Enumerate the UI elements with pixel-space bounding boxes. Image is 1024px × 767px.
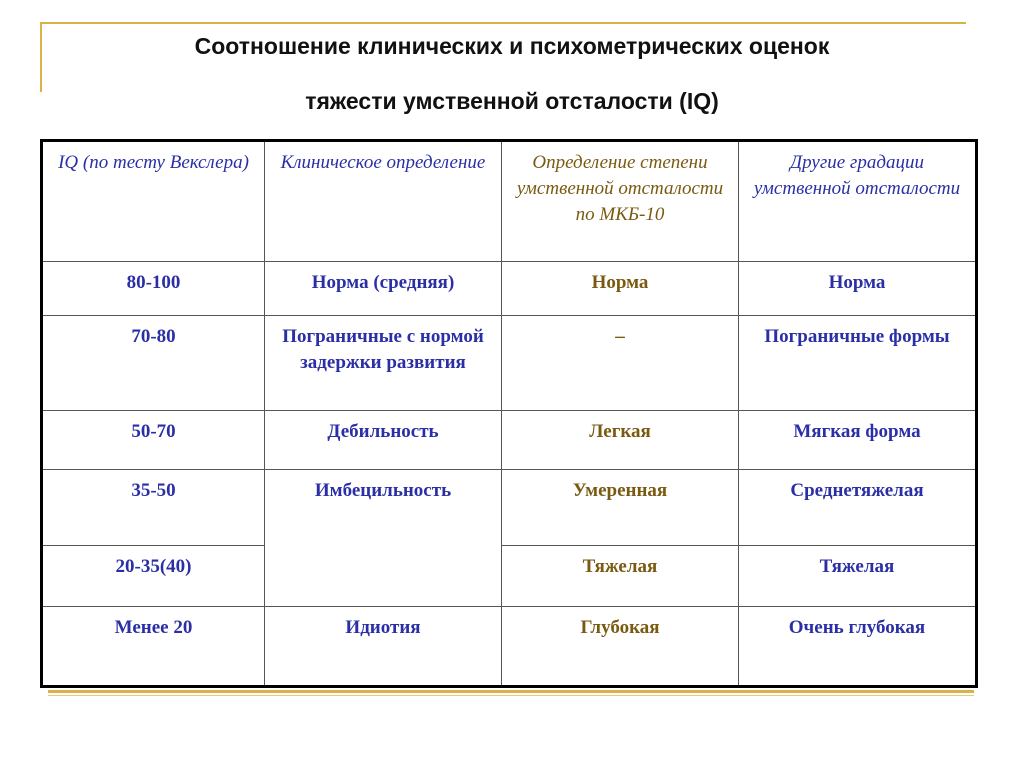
- table-row: [42, 470, 977, 546]
- table-row: [42, 607, 977, 687]
- header-clinical: Клиническое определение: [265, 141, 502, 262]
- cell-iq: 50-70: [42, 411, 265, 470]
- slide-title-line-2: тяжести умственной отсталости (IQ): [305, 88, 719, 114]
- table-row: [42, 546, 977, 607]
- table-row: [42, 316, 977, 411]
- cell-clinical: Норма (средняя): [265, 262, 502, 316]
- table-row: [42, 262, 977, 316]
- cell-other: Среднетяжелая: [739, 470, 977, 546]
- cell-icd10: Норма: [502, 262, 739, 316]
- header-other-grades: Другие градации умственной отсталости: [739, 141, 977, 262]
- cell-icd10: Умеренная: [502, 470, 739, 546]
- cell-iq: 20-35(40): [42, 546, 265, 607]
- header-icd10: Определение степени умственной отсталости по МКБ-10: [502, 141, 739, 262]
- iq-classification-table: [40, 139, 978, 688]
- cell-other: Мягкая форма: [739, 411, 977, 470]
- gold-top-rule: [40, 22, 966, 24]
- cell-clinical: Пограничные с нормой задержки развития: [265, 316, 502, 411]
- cell-icd10: Тяжелая: [502, 546, 739, 607]
- cell-other: Тяжелая: [739, 546, 977, 607]
- table-row: [42, 411, 977, 470]
- cell-other: Пограничные формы: [739, 316, 977, 411]
- cell-other: Норма: [739, 262, 977, 316]
- cell-icd10: Легкая: [502, 411, 739, 470]
- cell-clinical: Идиотия: [265, 607, 502, 687]
- cell-iq: 70-80: [42, 316, 265, 411]
- cell-icd10: Глубокая: [502, 607, 739, 687]
- cell-other: Очень глубокая: [739, 607, 977, 687]
- gold-bottom-rule-thin: [48, 695, 974, 696]
- table-header-row: [42, 141, 977, 262]
- slide-title-line-1: Соотношение клинических и психометрических оценок: [194, 33, 830, 59]
- cell-icd10: –: [502, 316, 739, 411]
- cell-iq: 80-100: [42, 262, 265, 316]
- cell-iq: 35-50: [42, 470, 265, 546]
- cell-iq: Менее 20: [42, 607, 265, 687]
- cell-clinical-merged: Имбецильность: [265, 470, 502, 607]
- gold-bottom-rule: [48, 690, 974, 693]
- cell-clinical: Дебильность: [265, 411, 502, 470]
- header-iq: IQ (по тесту Векслера): [42, 141, 265, 262]
